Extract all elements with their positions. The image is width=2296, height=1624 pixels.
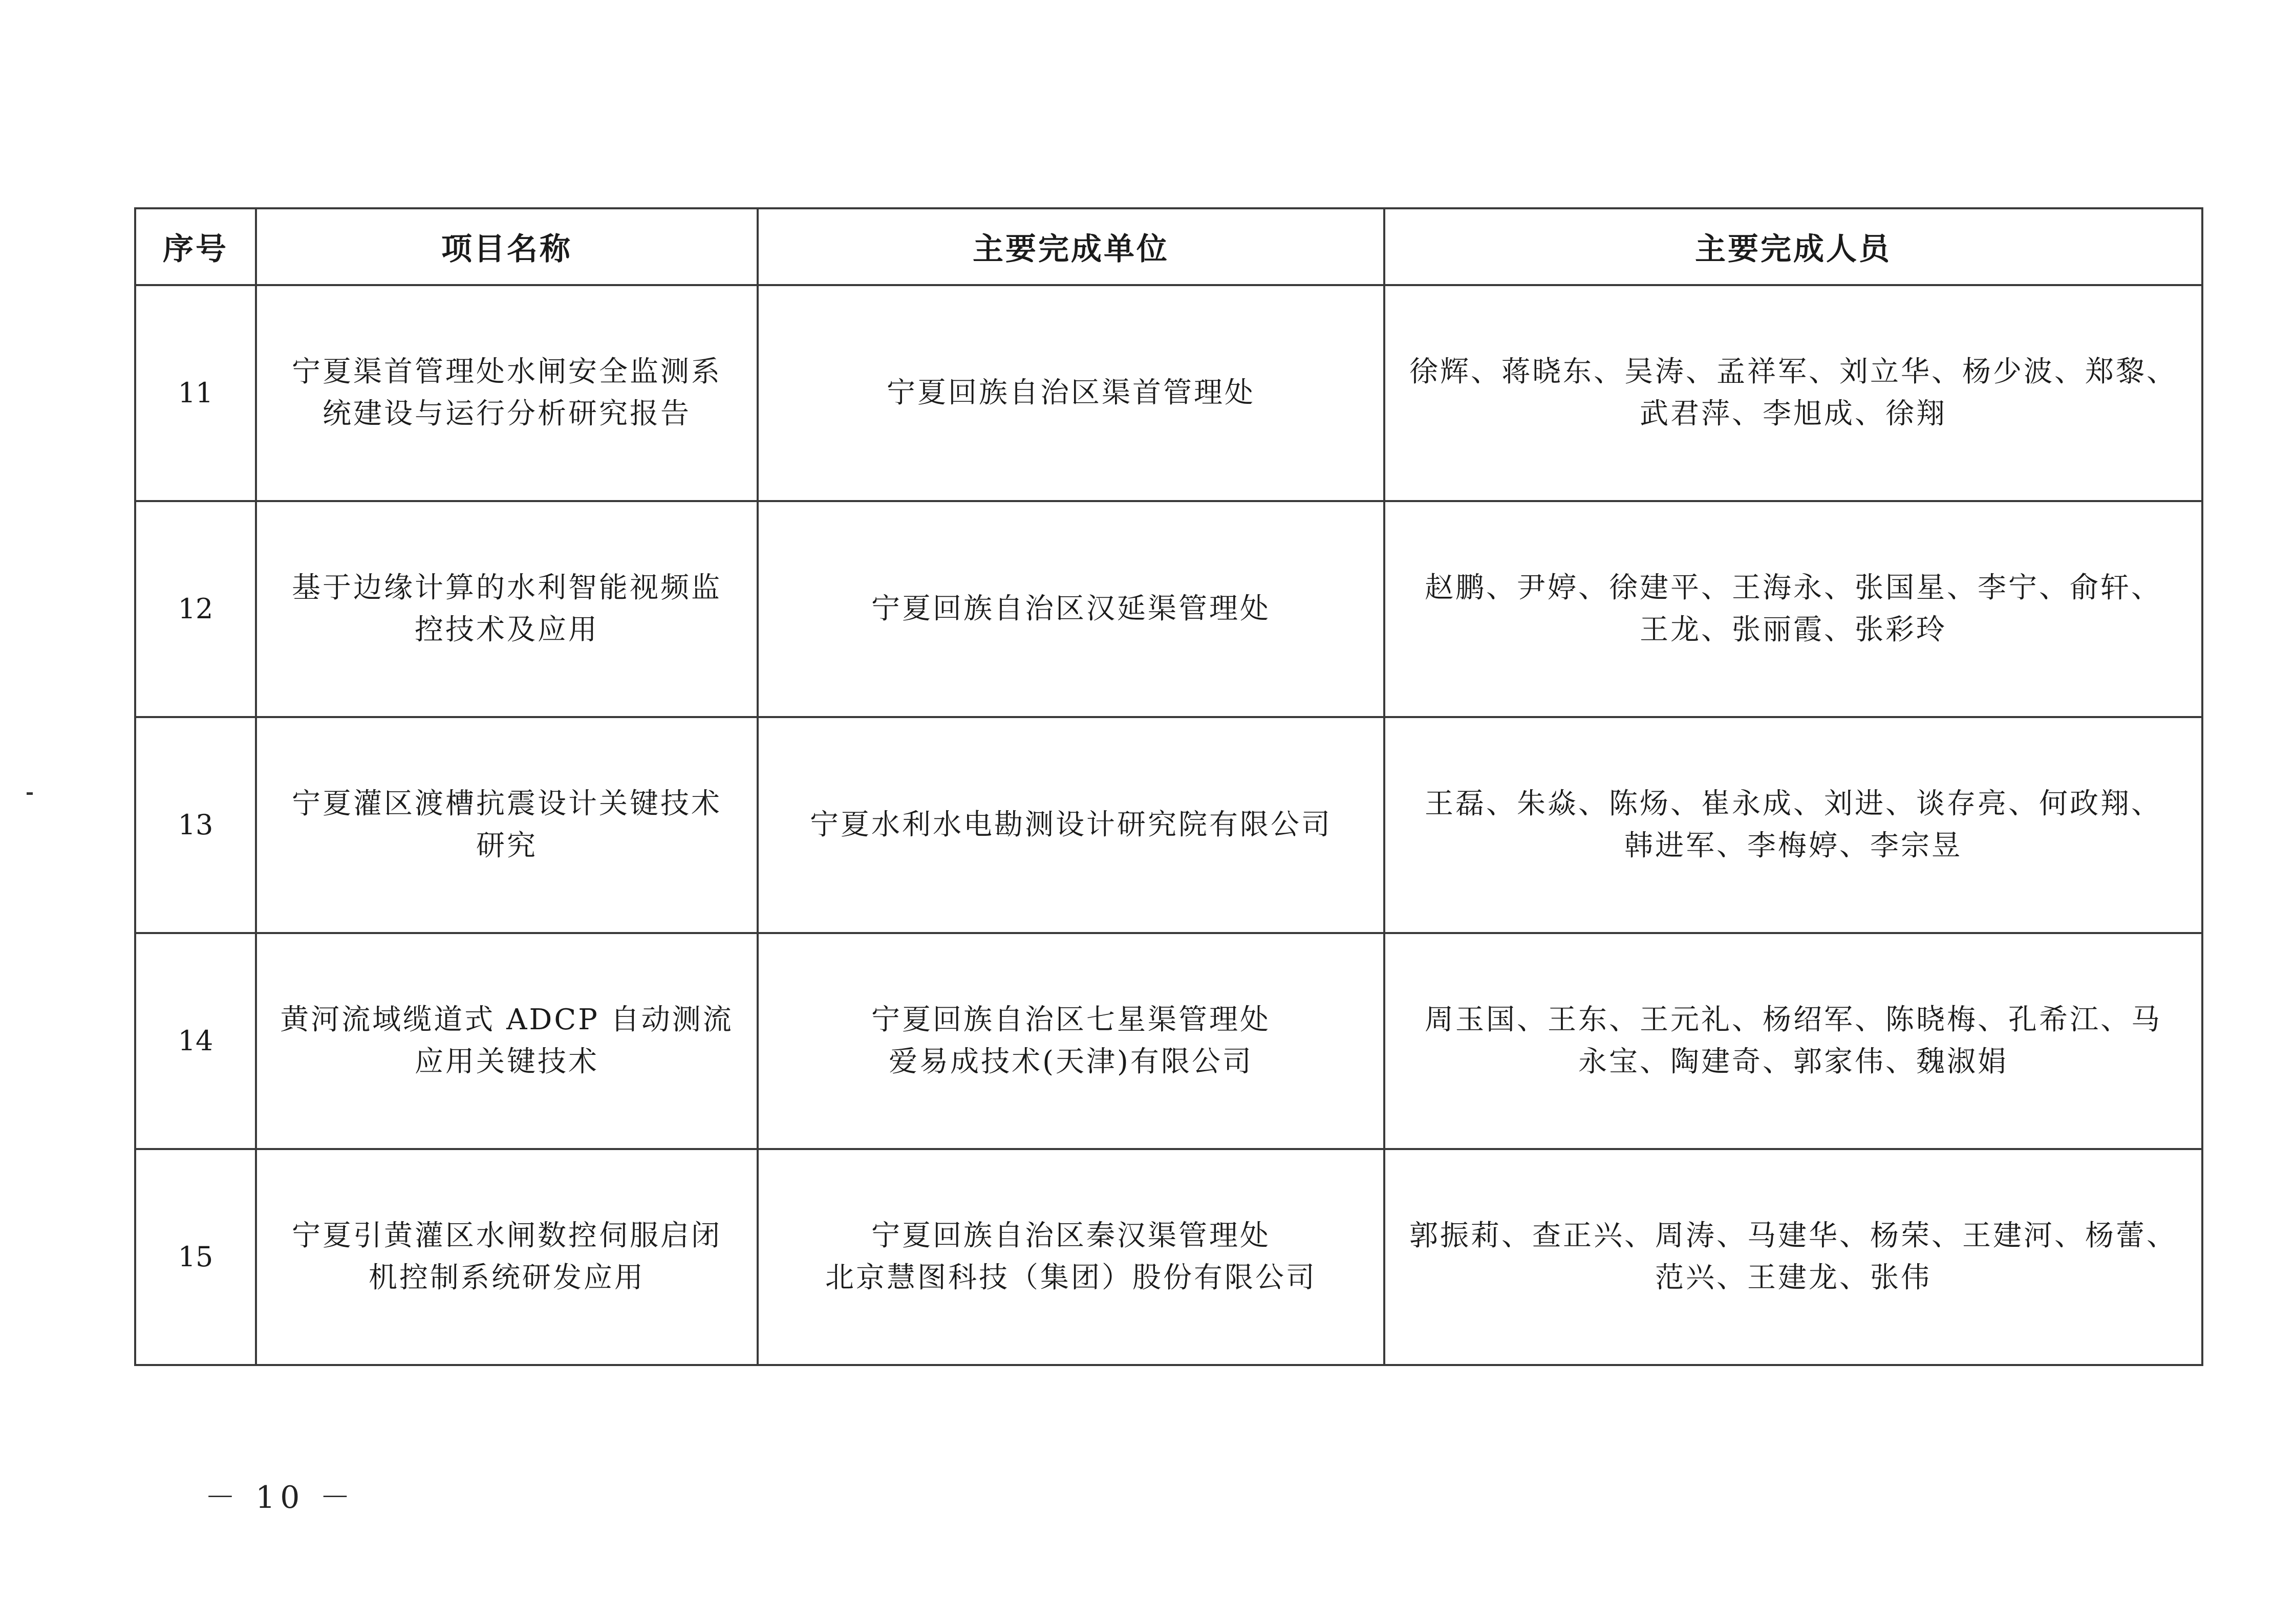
row-main-people-line: 韩进军、李梅婷、李宗昱 — [1624, 829, 1962, 862]
row-project-name-line: 统建设与运行分析研究报告 — [323, 397, 691, 430]
table-row — [135, 1149, 2202, 1365]
table-row — [135, 285, 2202, 501]
row-seq: 12 — [135, 501, 256, 717]
row-main-people-line: 周玉国、王东、王元礼、杨绍军、陈晓梅、孔希江、马 — [1425, 1003, 2162, 1036]
row-main-people — [1384, 501, 2202, 717]
row-main-people-line: 徐辉、蒋晓东、吴涛、孟祥军、刘立华、杨少波、郑黎、 — [1409, 355, 2177, 388]
table-row — [135, 717, 2202, 933]
row-main-unit-line: 爱易成技术(天津)有限公司 — [889, 1045, 1253, 1078]
row-project-name-line: 宁夏灌区渡槽抗震设计关键技术 — [292, 787, 722, 820]
row-main-people-line: 武君萍、李旭成、徐翔 — [1640, 397, 1947, 430]
row-seq: 11 — [135, 285, 256, 501]
row-main-people — [1384, 285, 2202, 501]
row-seq: 15 — [135, 1149, 256, 1365]
row-project-name-line: 黄河流域缆道式 ADCP 自动测流 — [280, 1003, 734, 1036]
row-project-name-line: 机控制系统研发应用 — [369, 1261, 645, 1294]
row-main-unit — [758, 933, 1384, 1149]
margin-mark — [27, 792, 33, 795]
row-main-unit-line: 北京慧图科技（集团）股份有限公司 — [825, 1261, 1317, 1294]
row-project-name — [256, 717, 758, 933]
row-main-people-line: 郭振莉、查正兴、周涛、马建华、杨荣、王建河、杨蕾、 — [1409, 1219, 2177, 1252]
row-project-name-line: 研究 — [476, 829, 538, 862]
header-project-name: 项目名称 — [256, 208, 758, 285]
row-seq: 13 — [135, 717, 256, 933]
table-header-row — [135, 208, 2202, 285]
row-main-unit-line: 宁夏水利水电勘测设计研究院有限公司 — [810, 808, 1332, 841]
row-project-name-line: 基于边缘计算的水利智能视频监 — [292, 571, 722, 604]
page-number: － 10 － — [205, 1480, 356, 1515]
row-main-people — [1384, 933, 2202, 1149]
row-main-unit — [758, 717, 1384, 933]
row-main-unit-line: 宁夏回族自治区秦汉渠管理处 — [871, 1219, 1271, 1252]
row-seq: 14 — [135, 933, 256, 1149]
row-project-name — [256, 285, 758, 501]
table-row — [135, 933, 2202, 1149]
row-main-people-line: 赵鹏、尹婷、徐建平、王海永、张国星、李宁、俞轩、 — [1425, 571, 2162, 604]
row-main-people-line: 王磊、朱焱、陈炀、崔永成、刘进、谈存亮、何政翔、 — [1425, 787, 2162, 820]
row-main-people — [1384, 717, 2202, 933]
header-main-people: 主要完成人员 — [1384, 208, 2202, 285]
row-main-people-line: 范兴、王建龙、张伟 — [1655, 1261, 1932, 1294]
row-project-name-line: 宁夏渠首管理处水闸安全监测系 — [292, 355, 722, 388]
row-main-unit-line: 宁夏回族自治区汉延渠管理处 — [871, 592, 1271, 625]
row-main-unit — [758, 1149, 1384, 1365]
row-project-name-line: 应用关键技术 — [415, 1045, 599, 1078]
awards-table — [134, 207, 2203, 1366]
row-main-unit — [758, 501, 1384, 717]
table-body — [135, 285, 2202, 1365]
header-seq: 序号 — [135, 208, 256, 285]
row-project-name — [256, 933, 758, 1149]
row-project-name — [256, 1149, 758, 1365]
row-main-unit-line: 宁夏回族自治区渠首管理处 — [887, 376, 1255, 409]
row-project-name — [256, 501, 758, 717]
header-main-unit: 主要完成单位 — [758, 208, 1384, 285]
table-row — [135, 501, 2202, 717]
row-main-people-line: 永宝、陶建奇、郭家伟、魏淑娟 — [1578, 1045, 2008, 1078]
row-project-name-line: 控技术及应用 — [415, 613, 599, 646]
row-main-unit — [758, 285, 1384, 501]
row-main-people-line: 王龙、张丽霞、张彩玲 — [1640, 613, 1947, 646]
row-main-people — [1384, 1149, 2202, 1365]
row-project-name-line: 宁夏引黄灌区水闸数控伺服启闭 — [292, 1219, 722, 1252]
row-main-unit-line: 宁夏回族自治区七星渠管理处 — [871, 1003, 1271, 1036]
